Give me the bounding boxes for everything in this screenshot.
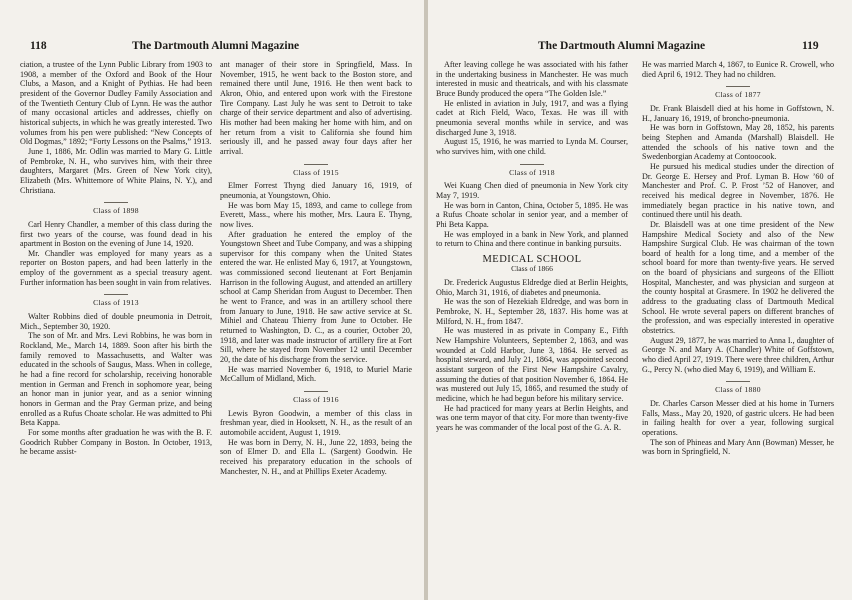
text-column [436,60,628,595]
class-heading: Class of 1918 [509,167,555,177]
paragraph: He was born in Derry, N. H., June 22, 1893, being the son of Elmer D. and Ella L. (Sargent) Goodwin. He received his preparatory education in the schools of Manchester, N. H., and at Phillips Exeter Academy. [220,437,412,476]
divider [726,86,750,87]
paragraph: He was the son of Hezekiah Eldredge, and was born in Pembroke, N. H., September 28, 1837. His home was at Milford, N. H., from 1847. [436,297,628,326]
paragraph: He had practiced for many years at Berlin Heights, and was one term mayor of that city. For more than twenty-five years he was commander of the local post of the G. A. R. [436,403,628,432]
paragraph: Dr. Blaisdell was at one time president of the New Hampshire Medical Society and also of the New Hampshire Surgical Club. He was chairman of the town board of health for a long time, and a member of the school board for more than twenty-five years. He served on the board of physicians and surgeons of the Elliott Hospital, Manchester, and was physician and surgeon at the county hospital at Grasmere. In 1902 he delivered the address to the graduating class of Dartmouth Medical School. He wrote several papers on different branches of the profession, and was especially interested in operative obstetrics. [642,219,834,336]
paragraph: He was married March 4, 1867, to Eunice R. Crowell, who died April 6, 1912. They had no children. [642,60,834,79]
class-heading: Class of 1866 [511,264,553,274]
paragraph: For some months after graduation he was with the B. F. Goodrich Rubber Company in Boston. In October, 1913, he became assist- [20,427,212,457]
paragraph: After leaving college he was associated with his father in the undertaking business in Manchester. He was much interested in music and theatricals, and with his classmate Bruce Bundy produced the opera “The Golden Isle.” [436,60,628,98]
class-heading: Class of 1877 [715,90,761,100]
section-heading: MEDICAL SCHOOL [482,253,582,265]
divider [304,391,328,392]
paragraph: Lewis Byron Goodwin, a member of this class in freshman year, died in Hooksett, N. H., as the result of an automobile accident, August 1, 1919. [220,408,412,437]
left-page [0,0,424,600]
paragraph: Dr. Frederick Augustus Eldredge died at Berlin Heights, Ohio, March 31, 1916, of diabetes and pneumonia. [436,278,628,297]
class-heading: Class of 1898 [93,206,139,216]
paragraph: Mr. Chandler was employed for many years as a reporter on Boston papers, and had been latterly in the employ of the government as a special treasury agent. Further information has been sought in vain from relatives. [20,248,212,287]
class-heading: Class of 1916 [293,395,339,404]
paragraph: He enlisted in aviation in July, 1917, and was a flying cadet at Rich Field, Waco, Texas. He was ill with pneumonia several months while in service, and was discharged June 3, 1918. [436,98,628,137]
paragraph: ant manager of their store in Springfield, Mass. In November, 1915, he went back to the Boston store, and remained there until June, 1916. He then went back to Akron, Ohio, and entered upon work with the Firestone Tire Company. Last July he was sent to Detroit to take charge of their service department and also of advertising. His mother had been making her home with him, and on her return from a visit to California she found him seriously ill, and he passed away four days after her arrival. [220,60,412,156]
paragraph: The son of Phineas and Mary Ann (Bowman) Messer, he was born in Springfield, N. [642,437,834,457]
paragraph: He was employed in a bank in New York, and planned to return to China and there continue in banking pursuits. [436,229,628,249]
paragraph: Walter Robbins died of double pneumonia in Detroit, Mich., September 30, 1920. [20,312,212,331]
paragraph: He was mustered in as private in Company E., Fifth New Hampshire Volunteers, September 2, 1863, and was wounded at Cold Harbor, June 3, 1864. He served as hospital steward, and July 21, 1864, was appointed second assistant surgeon of the First New Hampshire Cavalry, assuming the duties of that position November 6, 1864. He was mustered out July 15, 1865, and resumed the study of medicine, which he had begun before his military service. [436,326,628,403]
running-title: The Dartmouth Alumni Magazine [132,40,300,52]
text-column [20,60,212,595]
class-heading: Class of 1915 [293,167,339,177]
text-column [220,60,412,595]
divider [726,381,750,382]
class-heading: Class of 1880 [715,385,761,395]
page-number: 118 [30,40,47,52]
paragraph: June 1, 1886, Mr. Odlin was married to Mary G. Little of Pembroke, N. H., who survives him, with their three daughters, Margaret (Mrs. Green of New York city), Elizabeth (Mrs. Whittemore of White Plains, N. Y.), and Christiana. [20,146,212,195]
paragraph: He pursued his medical studies under the direction of Dr. George E. Hersey and Prof. Lyman B. How ’60 of Manchester and Prof. C. P. Frost ’52 of Hanover, and received his medical degree in November, 1876. He immediately began practice in his native town, and continued there until his death. [642,161,834,220]
paragraph: He was born in Canton, China, October 5, 1895. He was a Rufus Choate scholar in senior year, and a member of Phi Beta Kappa. [436,200,628,229]
paragraph: Elmer Forrest Thyng died January 16, 1919, of pneumonia, at Youngstown, Ohio. [220,181,412,200]
paragraph: Carl Henry Chandler, a member of this class during the first two years of the course, was found dead in his apartment in Boston on the evening of June 14, 1920. [20,219,212,249]
paragraph: After graduation he entered the employ of the Youngstown Sheet and Tube Company, and was a shipping supervisor for this company when the United States entered the war. He enlisted May 6, 1917, at Youngstown, was commissioned second lieutenant at Fort Benjamin Harrison in the following August, and attended an artillery school at Camp Sheridan from August to December. Then he went to France, and was in an artillery school there from January to June, 1918. He saw active service at St. Mihiel and Chateau Thierry from June to October. He returned to Washington, D. C., as a courier, October 20, 1918, and later was made instructor of artillery fire at Fort Sill, where he stayed from November 12 until December 20, the date of his discharge from the service. [220,229,412,365]
paragraph: August 15, 1916, he was married to Lynda M. Courser, who survives him, with one child. [436,137,628,156]
right-page [428,0,852,600]
divider [104,202,128,203]
paragraph: ciation, a trustee of the Lynn Public Library from 1903 to 1908, a member of the Oxford and Book of the Hour Clubs, a Mason, and a Knight of Pythias. He had been president of the Governor Dudley Family Association and of the Twentieth Century Club of Lynn. He was the author of many occasional articles and addresses, chiefly on historical subjects, in which he was greatly interested. Two volumes from his pen were published: “New Concepts of Old Dogmas,” 1892; “Forty Lessons on the Psalms,” 1913. [20,60,212,147]
page-number: 119 [802,40,819,52]
paragraph: August 29, 1877, he was married to Anna I., daughter of George N. and Mary A. (Chandler) White of Goffstown, who died April 27, 1919. There were three children, Arthur G., Percy N. (who died May 6, 1919), and William E. [642,335,834,374]
paragraph: Dr. Frank Blaisdell died at his home in Goffstown, N. H., January 16, 1919, of broncho-pneumonia. [642,103,834,123]
text-column [642,60,834,595]
paragraph: The son of Mr. and Mrs. Levi Robbins, he was born in Rockland, Me., March 14, 1889. Soon after his birth the family removed to Massachusetts, and Walter was educated in the schools of Saugus, Mass. When in college, he had a fine record for scholarship, receiving honorable mention in German and French in sophomore year, being an honor man in junior year, and as a senior winning honors in German and the Pray German prize, and being enrolled as a Rufus Choate scholar. He was admitted to Phi Beta Kappa. [20,331,212,428]
running-title: The Dartmouth Alumni Magazine [538,40,706,52]
class-heading: Class of 1913 [93,298,139,308]
divider [304,164,328,165]
paragraph: He was born May 15, 1893, and came to college from Everett, Mass., where his mother, Mrs. Laura E. Thyng, now lives. [220,200,412,229]
paragraph: He was born in Goffstown, May 28, 1852, his parents being Stephen and Amanda (Marshall) Blaisdell. He attended the schools of his native town and the Swedenborgian Academy at Contoocook. [642,123,834,162]
paragraph: He was married November 6, 1918, to Muriel Marie McCallum of Midland, Mich. [220,364,412,384]
paragraph: Wei Kuang Chen died of pneumonia in New York city May 7, 1919. [436,181,628,200]
divider [104,294,128,295]
divider [520,164,544,165]
paragraph: Dr. Charles Carson Messer died at his home in Turners Falls, Mass., May 20, 1920, of gastric ulcers. He had been in failing health for over a year, following surgical operations. [642,399,834,437]
